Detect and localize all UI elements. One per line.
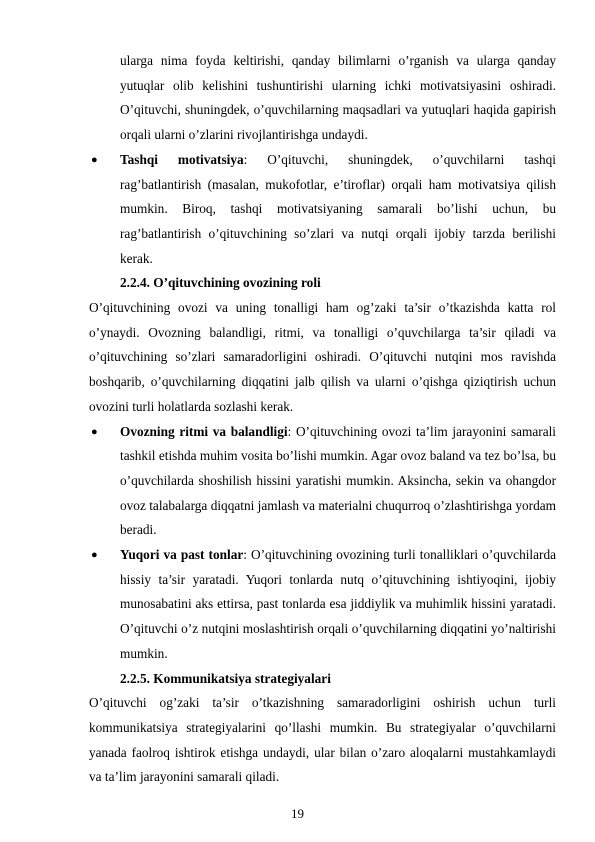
section-2-2-5-paragraph: O’qituvchi og’zaki ta’sir o’tkazishning samaradorligini oshirish uchun turli kommunikatsiya strategiyalarini qo’llashi mumkin. Bu strategiyalar o’quvchilarni yanada faolroq ishtirok etishga undaydi, ular bilan o’zaro aloqalarni mustahkamlaydi va ta’lim jarayonini samarali qiladi. [89, 695, 556, 785]
section-heading-2-2-5: 2.2.5. Kommunikatsiya strategiyalari [120, 670, 331, 686]
bullet-dot-icon: ● [91, 425, 98, 438]
motivation-bullet-list [89, 148, 556, 272]
section-heading-2-2-4: 2.2.4. O’qituvchining ovozining roli [120, 275, 321, 291]
list-item [89, 543, 556, 667]
bullet-dot-icon: ● [91, 549, 98, 562]
bullet-term: Tashqi motivatsiya [120, 151, 244, 167]
section-2-2-4-paragraph: O’qituvchining ovozi va uning tonalligi ham og’zaki ta’sir o’tkazishda katta rol o’ynaydi. Ovozning balandligi, ritmi, va tonalligi o’quvchilarga ta’sir qiladi va o’qituvchining so’zlari samaradorligini oshiradi. O’qituvchi nutqini mos ravishda boshqarib, o’quvchilarning diqqatini jalb qilish va ularni o’qishga qiziqtirish uchun ovozini turli holatlarda sozlashi kerak. [89, 300, 556, 414]
voice-bullet-list [89, 420, 556, 667]
bullet-term: Ovozning ritmi va balandligi [120, 423, 288, 439]
page-content [89, 49, 556, 790]
bullet-term: Yuqori va past tonlar [120, 547, 244, 563]
list-item [89, 148, 556, 272]
bullet-text: : O’qituvchi, shuningdek, o’quvchilarni tashqi rag’batlantirish (masalan, mukofotlar, e’tiroflar) orqali ham motivatsiya qilish mumkin. Biroq, tashqi motivatsiyaning samarali bo’lishi uchun, bu rag’batlantirish o’qituvchining so’zlari va nutqi orqali ijobiy tarzda berilishi kerak. [120, 151, 556, 266]
bullet-text: : O’qituvchining ovozining turli tonalliklari o’quvchilarda hissiy ta’sir yaratadi. Yuqori tonlarda nutq o’qituvchining ishtiyoqini, ijobiy munosabatini aks ettirsa, past tonlarda esa jiddiylik va muhimlik hissini yaratadi. O’qituvchi o’z nutqini moslashtirish orqali o’quvchilarning diqqatini yo’naltirishi mumkin. [120, 547, 556, 661]
page-number: 19 [291, 806, 304, 821]
list-item [89, 420, 556, 544]
intro-continuation-paragraph: ularga nima foyda keltirishi, qanday bilimlarni o’rganish va ularga qanday yutuqlar olib kelishini tushuntirishi ularning ichki motivatsiyasini oshiradi. O’qituvchi, shuningdek, o’quvchilarning maqsadlari va yutuqlari haqida gapirish orqali ularni o’zlarini rivojlantirishga undaydi. [120, 53, 556, 143]
bullet-dot-icon: ● [91, 153, 98, 166]
bullet-text: : O’qituvchining ovozi ta’lim jarayonini samarali tashkil etishda muhim vosita bo’lishi mumkin. Agar ovoz baland va tez bo’lsa, bu o’quvchilarda shoshilish hissini yaratishi mumkin. Aksincha, sekin va ohangdor ovoz talabalarga diqqatni jamlash va materialni chuqurroq o’zlashtirishga yordam beradi. [120, 423, 556, 538]
